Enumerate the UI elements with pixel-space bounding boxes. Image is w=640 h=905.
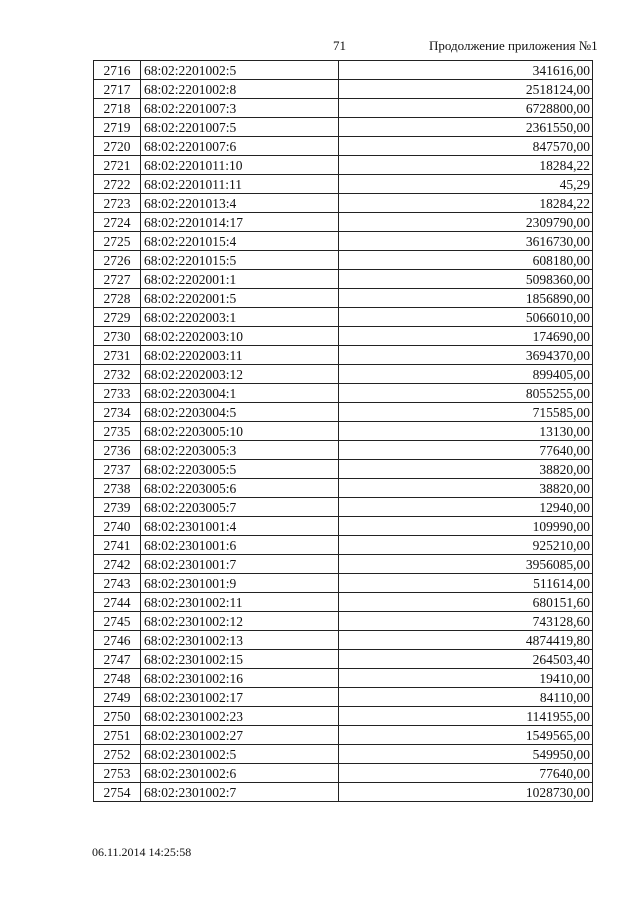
row-number: 2724 — [94, 213, 141, 232]
cadastral-value: 77640,00 — [339, 764, 593, 783]
table-row — [94, 612, 593, 631]
row-number: 2722 — [94, 175, 141, 194]
table-row — [94, 783, 593, 802]
table-row — [94, 289, 593, 308]
table-row — [94, 555, 593, 574]
cadastral-value: 899405,00 — [339, 365, 593, 384]
row-number: 2719 — [94, 118, 141, 137]
cadastral-number: 68:02:2301002:6 — [141, 764, 339, 783]
cadastral-value: 2309790,00 — [339, 213, 593, 232]
cadastral-number: 68:02:2203004:1 — [141, 384, 339, 403]
cadastral-value: 3694370,00 — [339, 346, 593, 365]
cadastral-number: 68:02:2201007:3 — [141, 99, 339, 118]
row-number: 2733 — [94, 384, 141, 403]
cadastral-value: 38820,00 — [339, 479, 593, 498]
table-row — [94, 574, 593, 593]
cadastral-value: 264503,40 — [339, 650, 593, 669]
cadastral-value: 341616,00 — [339, 61, 593, 80]
cadastral-value: 549950,00 — [339, 745, 593, 764]
row-number: 2726 — [94, 251, 141, 270]
cadastral-number: 68:02:2301001:4 — [141, 517, 339, 536]
table-row — [94, 232, 593, 251]
cadastral-number: 68:02:2202003:11 — [141, 346, 339, 365]
cadastral-value-table — [93, 60, 593, 802]
table-row — [94, 517, 593, 536]
row-number: 2730 — [94, 327, 141, 346]
table-row — [94, 726, 593, 745]
table-row — [94, 365, 593, 384]
cadastral-value: 2361550,00 — [339, 118, 593, 137]
cadastral-value: 680151,60 — [339, 593, 593, 612]
cadastral-number: 68:02:2203004:5 — [141, 403, 339, 422]
cadastral-value: 5066010,00 — [339, 308, 593, 327]
row-number: 2745 — [94, 612, 141, 631]
cadastral-number: 68:02:2301002:7 — [141, 783, 339, 802]
cadastral-number: 68:02:2301002:17 — [141, 688, 339, 707]
row-number: 2743 — [94, 574, 141, 593]
row-number: 2734 — [94, 403, 141, 422]
row-number: 2739 — [94, 498, 141, 517]
cadastral-value: 743128,60 — [339, 612, 593, 631]
cadastral-number: 68:02:2201007:6 — [141, 137, 339, 156]
cadastral-value: 3956085,00 — [339, 555, 593, 574]
cadastral-value: 109990,00 — [339, 517, 593, 536]
cadastral-number: 68:02:2301001:6 — [141, 536, 339, 555]
cadastral-number: 68:02:2203005:10 — [141, 422, 339, 441]
cadastral-value: 511614,00 — [339, 574, 593, 593]
row-number: 2741 — [94, 536, 141, 555]
row-number: 2725 — [94, 232, 141, 251]
row-number: 2737 — [94, 460, 141, 479]
cadastral-value: 45,29 — [339, 175, 593, 194]
cadastral-value: 2518124,00 — [339, 80, 593, 99]
cadastral-value: 1856890,00 — [339, 289, 593, 308]
cadastral-value: 12940,00 — [339, 498, 593, 517]
row-number: 2744 — [94, 593, 141, 612]
cadastral-value: 608180,00 — [339, 251, 593, 270]
cadastral-value: 38820,00 — [339, 460, 593, 479]
cadastral-number: 68:02:2301002:23 — [141, 707, 339, 726]
table-row — [94, 156, 593, 175]
cadastral-value: 5098360,00 — [339, 270, 593, 289]
row-number: 2727 — [94, 270, 141, 289]
cadastral-value: 13130,00 — [339, 422, 593, 441]
row-number: 2754 — [94, 783, 141, 802]
cadastral-number: 68:02:2301001:7 — [141, 555, 339, 574]
cadastral-value: 1028730,00 — [339, 783, 593, 802]
cadastral-number: 68:02:2301002:12 — [141, 612, 339, 631]
table-row — [94, 650, 593, 669]
cadastral-value: 18284,22 — [339, 194, 593, 213]
table-row — [94, 308, 593, 327]
cadastral-value: 847570,00 — [339, 137, 593, 156]
row-number: 2736 — [94, 441, 141, 460]
row-number: 2749 — [94, 688, 141, 707]
row-number: 2738 — [94, 479, 141, 498]
cadastral-value: 77640,00 — [339, 441, 593, 460]
cadastral-number: 68:02:2201011:10 — [141, 156, 339, 175]
table-row — [94, 61, 593, 80]
cadastral-number: 68:02:2201015:4 — [141, 232, 339, 251]
print-timestamp: 06.11.2014 14:25:58 — [92, 845, 192, 859]
cadastral-number: 68:02:2202001:5 — [141, 289, 339, 308]
row-number: 2735 — [94, 422, 141, 441]
table-row — [94, 479, 593, 498]
table-row — [94, 251, 593, 270]
table-row — [94, 422, 593, 441]
cadastral-number: 68:02:2202003:12 — [141, 365, 339, 384]
table-row — [94, 536, 593, 555]
cadastral-number: 68:02:2301002:27 — [141, 726, 339, 745]
cadastral-number: 68:02:2201002:8 — [141, 80, 339, 99]
cadastral-number: 68:02:2202001:1 — [141, 270, 339, 289]
cadastral-value: 1549565,00 — [339, 726, 593, 745]
table-row — [94, 745, 593, 764]
cadastral-value: 715585,00 — [339, 403, 593, 422]
cadastral-number: 68:02:2301002:15 — [141, 650, 339, 669]
row-number: 2716 — [94, 61, 141, 80]
table-row — [94, 213, 593, 232]
table-row — [94, 99, 593, 118]
continuation-heading: Продолжение приложения №1 — [429, 38, 598, 53]
cadastral-value: 18284,22 — [339, 156, 593, 175]
table-row — [94, 669, 593, 688]
cadastral-number: 68:02:2301002:16 — [141, 669, 339, 688]
table-row — [94, 118, 593, 137]
row-number: 2742 — [94, 555, 141, 574]
cadastral-number: 68:02:2203005:3 — [141, 441, 339, 460]
cadastral-number: 68:02:2301002:13 — [141, 631, 339, 650]
row-number: 2731 — [94, 346, 141, 365]
row-number: 2748 — [94, 669, 141, 688]
cadastral-value: 6728800,00 — [339, 99, 593, 118]
table-row — [94, 460, 593, 479]
cadastral-number: 68:02:2201014:17 — [141, 213, 339, 232]
cadastral-value: 925210,00 — [339, 536, 593, 555]
row-number: 2750 — [94, 707, 141, 726]
cadastral-number: 68:02:2202003:10 — [141, 327, 339, 346]
row-number: 2718 — [94, 99, 141, 118]
cadastral-number: 68:02:2203005:7 — [141, 498, 339, 517]
cadastral-number: 68:02:2201007:5 — [141, 118, 339, 137]
table-row — [94, 270, 593, 289]
row-number: 2721 — [94, 156, 141, 175]
table-row — [94, 764, 593, 783]
cadastral-number: 68:02:2201013:4 — [141, 194, 339, 213]
row-number: 2717 — [94, 80, 141, 99]
cadastral-number: 68:02:2203005:6 — [141, 479, 339, 498]
cadastral-number: 68:02:2201015:5 — [141, 251, 339, 270]
cadastral-value: 4874419,80 — [339, 631, 593, 650]
table-row — [94, 441, 593, 460]
row-number: 2740 — [94, 517, 141, 536]
table-row — [94, 346, 593, 365]
row-number: 2747 — [94, 650, 141, 669]
table-row — [94, 137, 593, 156]
row-number: 2746 — [94, 631, 141, 650]
cadastral-value: 8055255,00 — [339, 384, 593, 403]
row-number: 2729 — [94, 308, 141, 327]
table-row — [94, 688, 593, 707]
page-number: 71 — [333, 38, 346, 53]
row-number: 2723 — [94, 194, 141, 213]
row-number: 2720 — [94, 137, 141, 156]
table-row — [94, 707, 593, 726]
row-number: 2751 — [94, 726, 141, 745]
row-number: 2732 — [94, 365, 141, 384]
table-row — [94, 175, 593, 194]
table-row — [94, 498, 593, 517]
cadastral-number: 68:02:2301002:11 — [141, 593, 339, 612]
cadastral-number: 68:02:2201002:5 — [141, 61, 339, 80]
cadastral-number: 68:02:2202003:1 — [141, 308, 339, 327]
row-number: 2753 — [94, 764, 141, 783]
table-row — [94, 631, 593, 650]
cadastral-value: 84110,00 — [339, 688, 593, 707]
table-row — [94, 194, 593, 213]
cadastral-value: 1141955,00 — [339, 707, 593, 726]
table-row — [94, 403, 593, 422]
row-number: 2728 — [94, 289, 141, 308]
cadastral-value: 174690,00 — [339, 327, 593, 346]
table-row — [94, 384, 593, 403]
cadastral-value: 19410,00 — [339, 669, 593, 688]
cadastral-number: 68:02:2201011:11 — [141, 175, 339, 194]
cadastral-number: 68:02:2301002:5 — [141, 745, 339, 764]
table-row — [94, 327, 593, 346]
cadastral-number: 68:02:2203005:5 — [141, 460, 339, 479]
cadastral-value: 3616730,00 — [339, 232, 593, 251]
table-row — [94, 593, 593, 612]
table-row — [94, 80, 593, 99]
row-number: 2752 — [94, 745, 141, 764]
cadastral-number: 68:02:2301001:9 — [141, 574, 339, 593]
